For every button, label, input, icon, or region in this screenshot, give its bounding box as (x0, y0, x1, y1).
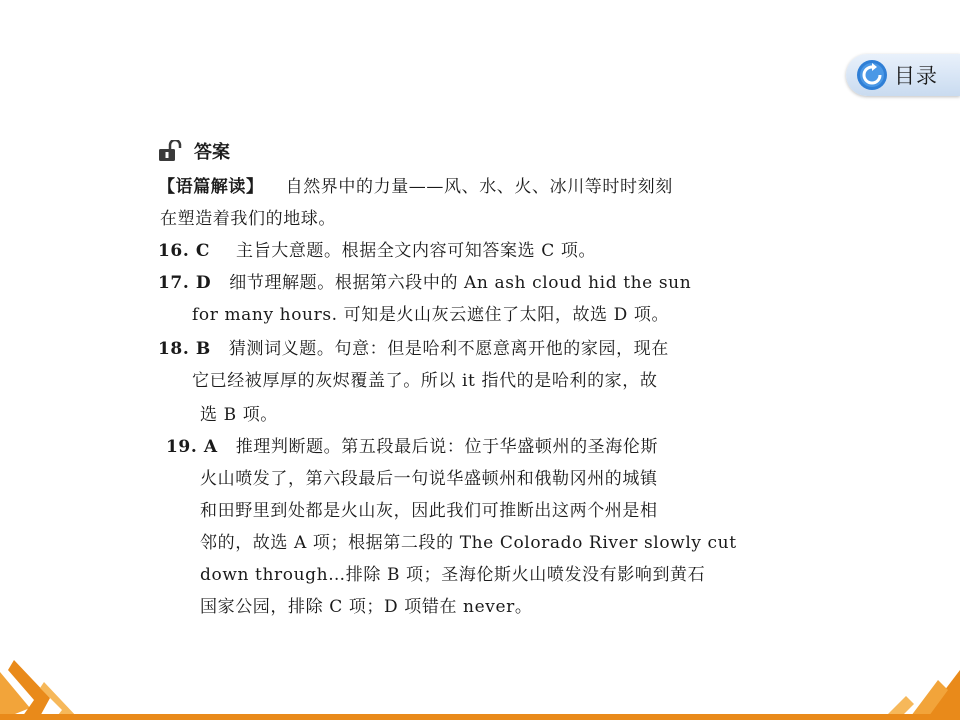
passage-summary-line-1 (158, 172, 673, 197)
passage-summary-label: 【语篇解读】 (158, 177, 264, 197)
q17-answer: 17. D (158, 273, 212, 293)
footer-bar (0, 714, 960, 720)
q17-line-2: for many hours. 可知是火山灰云遮住了太阳，故选 D 项。 (192, 305, 670, 325)
q16-answer: 16. C (158, 241, 211, 261)
unlock-icon (158, 140, 184, 162)
q19-line-6: 国家公园，排除 C 项；D 项错在 never。 (200, 597, 533, 617)
answer-title: 答案 (194, 142, 230, 163)
q19-line-5: down through…排除 B 项；圣海伦斯火山喷发没有影响到黄石 (200, 565, 706, 585)
q19-line-3: 和田野里到处都是火山灰，因此我们可推断出这两个州是相 (200, 501, 658, 521)
right-corner-decoration (860, 670, 960, 720)
q19-line-4: 邻的，故选 A 项；根据第二段的 The Colorado River slowly cut (200, 533, 737, 553)
q18-answer: 18. B (158, 339, 211, 359)
refresh-circle-icon (856, 59, 888, 91)
answer-header (158, 136, 768, 166)
passage-summary-line-2: 在塑造着我们的地球。 (160, 209, 336, 229)
passage-summary-text: 自然界中的力量——风、水、火、冰川等时时刻刻 (285, 177, 673, 197)
q18-line-2: 它已经被厚厚的灰烬覆盖了。所以 it 指代的是哈利的家，故 (192, 371, 658, 391)
q19-line-1 (166, 432, 658, 457)
toc-button[interactable] (846, 54, 960, 96)
q17-line-1 (158, 268, 691, 293)
q19-answer: 19. A (166, 437, 218, 457)
q18-line-3: 选 B 项。 (200, 405, 278, 425)
left-corner-decoration (0, 660, 110, 720)
q19-explanation: 推理判断题。第五段最后说：位于华盛顿州的圣海伦斯 (235, 437, 659, 457)
q16-explanation: 主旨大意题。根据全文内容可知答案选 C 项。 (236, 241, 597, 261)
q18-line-1 (158, 334, 669, 359)
answer-section (158, 136, 768, 166)
q18-explanation: 猜测词义题。句意：但是哈利不愿意离开他的家园，现在 (228, 339, 669, 359)
q17-explanation: 细节理解题。根据第六段中的 An ash cloud hid the sun (229, 273, 692, 293)
q16-line-1 (158, 236, 596, 261)
q19-line-2: 火山喷发了，第六段最后一句说华盛顿州和俄勒冈州的城镇 (200, 469, 658, 489)
toc-label: 目录 (894, 64, 938, 88)
